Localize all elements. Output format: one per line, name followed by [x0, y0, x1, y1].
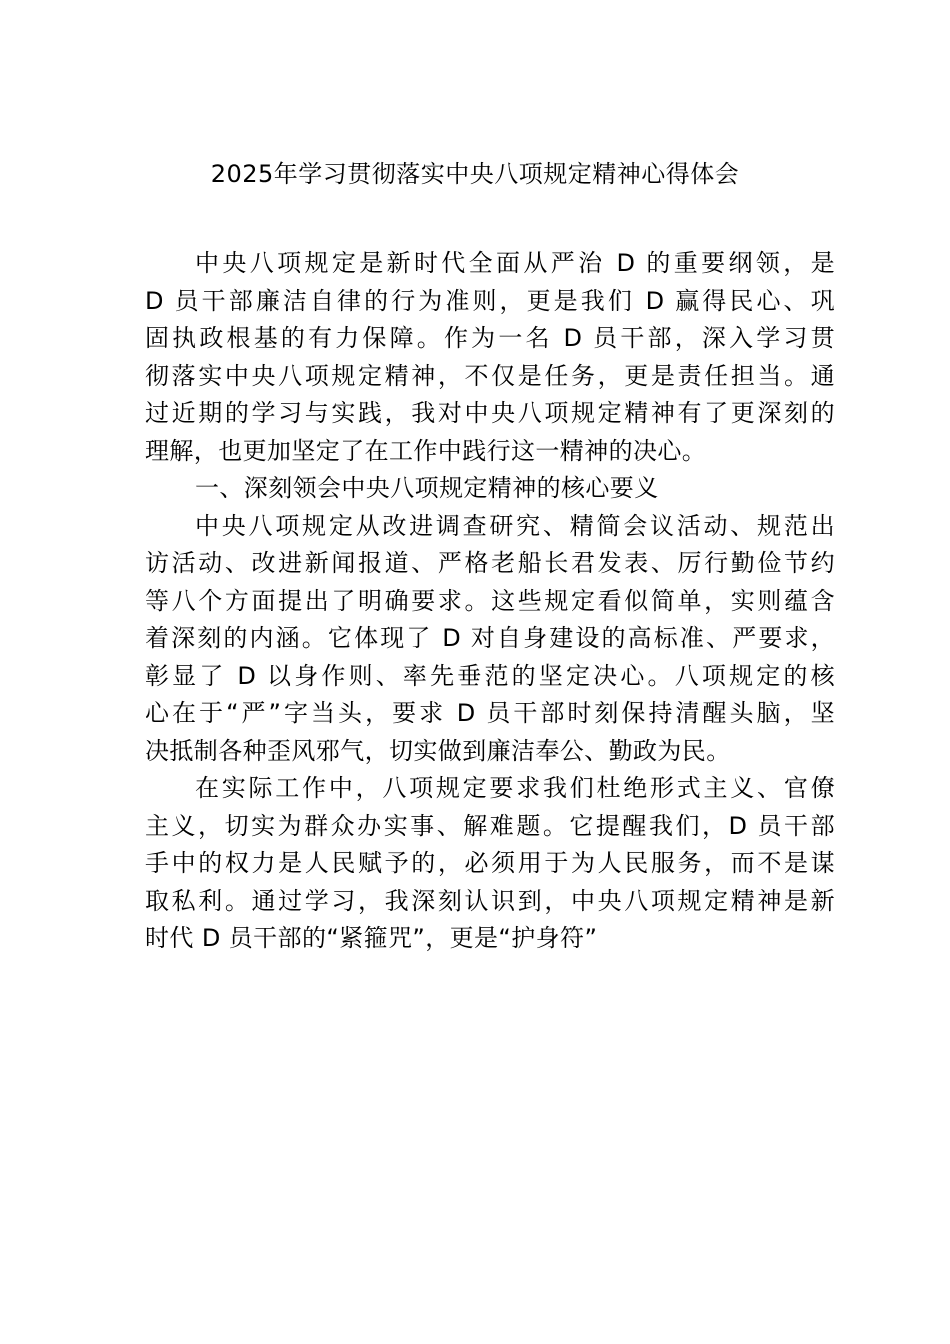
paragraph-line: 手中的权力是人民赋予的，必须用于为人民服务，而不是谋 [145, 849, 835, 877]
paragraph-line: 着深刻的内涵。它体现了 D 对自身建设的高标准、严要求， [145, 624, 835, 652]
paragraph-line: 彰显了 D 以身作则、率先垂范的坚定决心。八项规定的核 [145, 661, 835, 690]
paragraph-line: D 员干部廉洁自律的行为准则，更是我们 D 赢得民心、巩 [145, 286, 835, 315]
paragraph-line: 主义，切实为群众办实事、解难题。它提醒我们，D 员干部 [145, 811, 835, 840]
paragraph-line: 固执政根基的有力保障。作为一名 D 员干部，深入学习贯 [145, 324, 835, 352]
paragraph-line: 理解，也更加坚定了在工作中践行这一精神的决心。 [145, 436, 707, 465]
paragraph-line: 取私利。通过学习，我深刻认识到，中央八项规定精神是新 [145, 886, 835, 915]
paragraph-line: 决抵制各种歪风邪气，切实做到廉洁奉公、勤政为民。 [145, 736, 731, 765]
paragraph-line: 心在于“严”字当头，要求 D 员干部时刻保持清醒头脑，坚 [145, 699, 835, 727]
paragraph-line: 中央八项规定是新时代全面从严治 D 的重要纲领，是 [195, 249, 835, 277]
paragraph-line: 时代 D 员干部的“紧箍咒”，更是“护身符” [145, 924, 598, 952]
paragraph-line: 中央八项规定从改进调查研究、精简会议活动、规范出 [195, 511, 835, 540]
paragraph-line: 过近期的学习与实践，我对中央八项规定精神有了更深刻的 [145, 399, 835, 427]
document-title: 2025年学习贯彻落实中央八项规定精神心得体会 [210, 160, 740, 188]
document-body [145, 245, 835, 958]
paragraph-line: 在实际工作中，八项规定要求我们杜绝形式主义、官僚 [195, 774, 835, 802]
section-heading: 一、深刻领会中央八项规定精神的核心要义 [195, 474, 659, 502]
paragraph-line: 彻落实中央八项规定精神，不仅是任务，更是责任担当。通 [145, 361, 835, 390]
paragraph-line: 访活动、改进新闻报道、严格老船长君发表、厉行勤俭节约 [145, 549, 835, 577]
paragraph-line: 等八个方面提出了明确要求。这些规定看似简单，实则蕴含 [145, 586, 835, 615]
